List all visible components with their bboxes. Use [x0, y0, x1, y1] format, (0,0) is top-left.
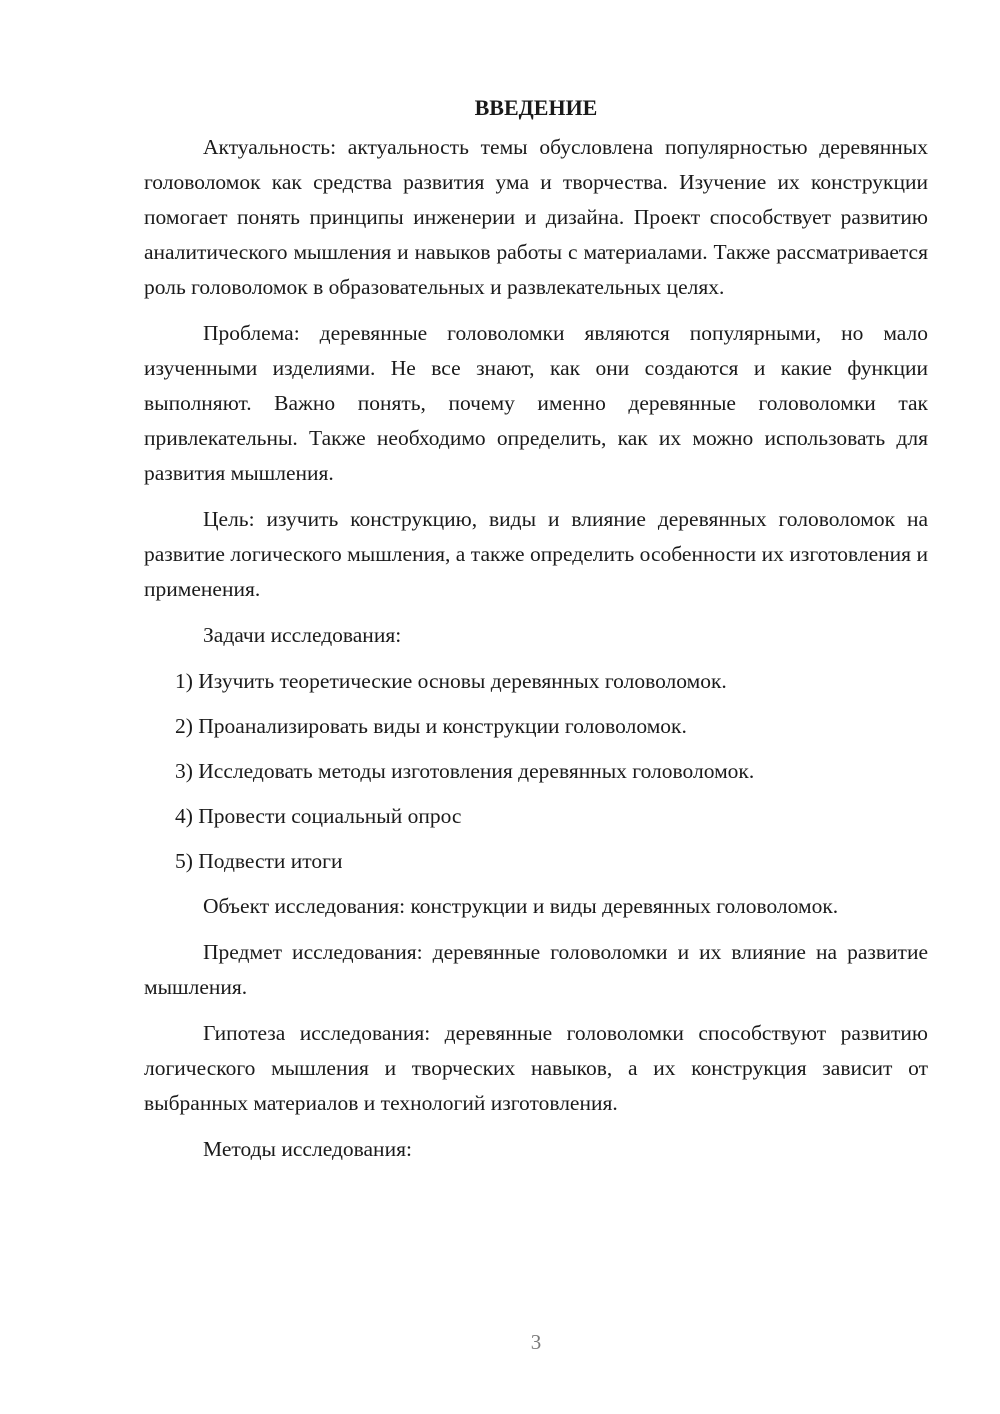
- page-title: ВВЕДЕНИЕ: [474, 95, 598, 120]
- document-page: [144, 90, 928, 1178]
- methods-heading: Методы исследования:: [203, 1137, 412, 1161]
- tasks-list: [144, 664, 928, 879]
- relevance-paragraph: Актуальность: актуальность темы обусловлена популярностью деревянных головоломок как средства развития ума и творчества. Изучение их конструкции помогает понять принципы инженерии и дизайна. Проект способствует развитию аналитического мышления и навыков работы с материалами. Также рассматривается роль головоломок в образовательных и развлекательных целях.: [144, 135, 928, 299]
- task-item: 4) Провести социальный опрос: [175, 804, 462, 828]
- task-item: 3) Исследовать методы изготовления деревянных головоломок.: [175, 759, 755, 783]
- object-paragraph: Объект исследования: конструкции и виды деревянных головоломок.: [203, 894, 839, 918]
- task-item: 5) Подвести итоги: [175, 849, 343, 873]
- goal-paragraph: Цель: изучить конструкцию, виды и влияние деревянных головоломок на развитие логического мышления, а также определить особенности их изготовления и применения.: [144, 507, 928, 601]
- page-number: 3: [530, 1330, 542, 1354]
- tasks-heading: Задачи исследования:: [203, 623, 402, 647]
- hypothesis-paragraph: Гипотеза исследования: деревянные головоломки способствуют развитию логического мышления и творческих навыков, а их конструкция зависит от выбранных материалов и технологий изготовления.: [144, 1021, 928, 1115]
- problem-paragraph: Проблема: деревянные головоломки являются популярными, но мало изученными изделиями. Не все знают, как они создаются и какие функции выполняют. Важно понять, почему именно деревянные головоломки так привлекательны. Также необходимо определить, как их можно использовать для развития мышления.: [144, 321, 928, 485]
- task-item: 2) Проанализировать виды и конструкции головоломок.: [175, 714, 687, 738]
- subject-paragraph: Предмет исследования: деревянные головоломки и их влияние на развитие мышления.: [144, 940, 928, 999]
- task-item: 1) Изучить теоретические основы деревянных головоломок.: [175, 669, 727, 693]
